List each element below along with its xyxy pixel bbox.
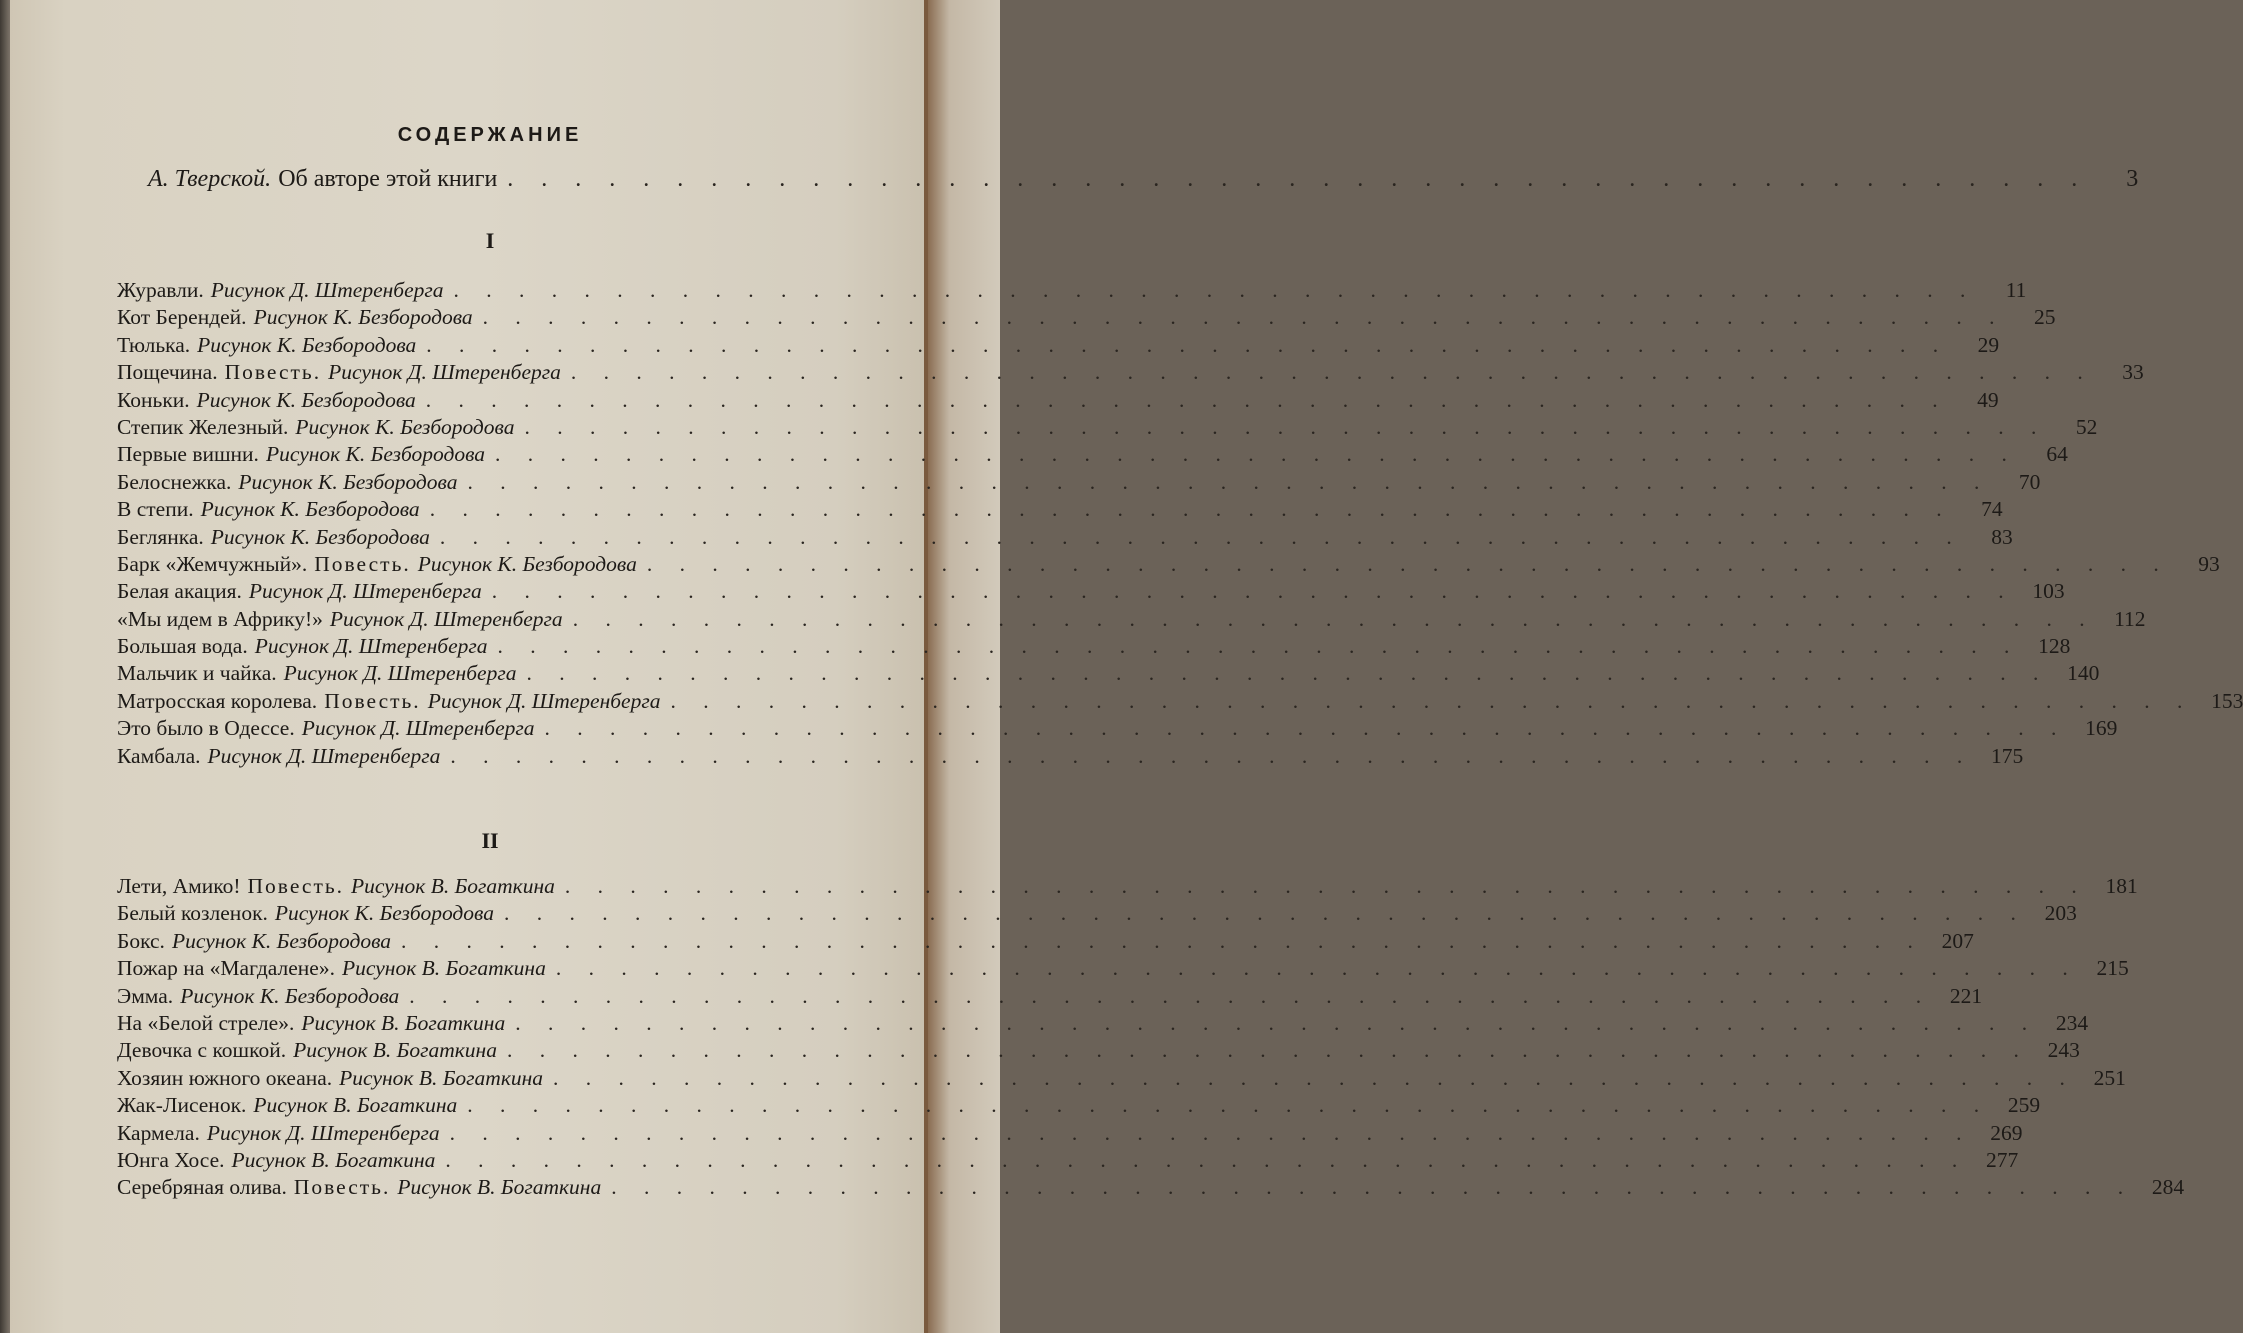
entry-illustration: Рисунок К. Безбородова — [210, 524, 430, 549]
entry-illustration: Рисунок К. Безбородова — [238, 469, 458, 494]
entry-illustration: Рисунок Д. Штеренберга — [210, 278, 444, 302]
entry-page-number: 169 — [2085, 716, 2118, 741]
entry-title: Тюлька. — [117, 332, 191, 357]
entry-illustration: Рисунок К. Безбородова — [171, 928, 392, 953]
toc-entry — [117, 551, 2220, 579]
leader-dots: . . . . . . . . . . . . . . . . . . . . . . . . . . . . . . . . . . . . . . . . . . . . . . . — [409, 983, 1933, 1008]
entry-title: Пощечина. — [117, 360, 218, 385]
toc-entry — [117, 688, 2243, 716]
toc-entry — [117, 1065, 2126, 1093]
entry-illustration: Рисунок Д. Штеренберга — [427, 688, 661, 713]
entry-page-number: 181 — [2105, 874, 2138, 898]
toc-entry — [117, 360, 2144, 387]
toc-entry — [117, 524, 2013, 552]
leader-dots: . . . . . . . . . . . . . . . . . . . . . . . . . . . . . . . . . . . . . . . . . . . . . . . — [553, 1065, 2076, 1090]
toc-entry — [117, 874, 2138, 901]
leader-dots: . . . . . . . . . . . . . . . . . . . . . . . . . . . . . . . . . . . . . . . . . . . . . . . — [449, 1120, 1973, 1145]
toc-entry — [117, 928, 1974, 956]
entry-title: «Мы идем в Африку!» — [117, 606, 323, 631]
toc-entry — [117, 743, 2024, 771]
entry-title: Хозяин южного океана. — [117, 1065, 333, 1090]
leader-dots: . . . . . . . . . . . . . . . . . . . . . . . . . . . . . . . . . . . . . . . . . . . . . . . — [450, 743, 1974, 768]
entry-title: В степи. — [117, 497, 194, 522]
leader-dots: . . . . . . . . . . . . . . . . . . . . . . . . . . . . . . . . . . . . . . . . . . . . . . . — [524, 414, 2048, 439]
toc-entry — [117, 606, 2146, 634]
toc-entry — [117, 634, 2071, 661]
entry-title: Эмма. — [117, 983, 174, 1008]
entry-page-number: 234 — [2055, 1010, 2089, 1035]
entry-title: Степик Железный. — [117, 414, 289, 439]
entry-illustration: Рисунок В. Богаткина — [293, 1038, 497, 1063]
intro-page: 3 — [2126, 166, 2139, 192]
leader-dots: . . . . . . . . . . . . . . . . . . . . . . . . . . . . . . . . . . . . . . . . . . . . . . . — [429, 497, 1953, 522]
toc-entry — [117, 1120, 2023, 1148]
leader-dots: . . . . . . . . . . . . . . . . . . . . . . . . . . . . . . . . . . . . . . . . . . . . . . . — [506, 1038, 2030, 1063]
entry-title: Серебряная олива. — [117, 1175, 287, 1200]
leader-dots: . . . . . . . . . . . . . . . . . . . . . . . . . . . . . . . . . . . . . . . . . . . . . . . — [555, 956, 2079, 981]
entry-title: Лети, Амико! — [117, 874, 241, 898]
leader-dots: . . . . . . . . . . . . . . . . . . . . . . . . . . . . . . . . . . . . . . . . . . . . . . . — [482, 305, 2006, 330]
entry-illustration: Рисунок Д. Штеренберга — [283, 661, 517, 686]
entry-illustration: Рисунок В. Богаткина — [339, 1065, 544, 1090]
leader-dots: . . . . . . . . . . . . . . . . . . . . . . . . . . . . . . . . . . . . . . . . . . . . . . . — [670, 688, 2194, 713]
leader-dots: . . . . . . . . . . . . . . . . . . . . . . . . . . . . . . . . . . . . . . . . . . . . . . . — [467, 1093, 1991, 1118]
leader-dots: . . . . . . . . . . . . . . . . . . . . . . . . . . . . . . . . . . . . . . . . . . . . . . . — [544, 716, 2068, 741]
entry-title: Кот Берендей. — [117, 305, 247, 330]
entry-illustration: Рисунок К. Безбородова — [200, 497, 420, 522]
entry-illustration: Рисунок К. Безбородова — [274, 901, 494, 926]
intro-author: А. Тверской. — [148, 166, 272, 192]
part-label: II — [481, 828, 499, 853]
entry-page-number: 207 — [1941, 928, 1974, 953]
entry-page-number: 112 — [2114, 606, 2146, 631]
entry-genre: Повесть. — [314, 551, 411, 576]
entry-title: Камбала. — [117, 743, 201, 768]
entry-page-number: 269 — [1990, 1120, 2023, 1145]
entry-page-number: 203 — [2044, 901, 2077, 926]
leader-dots: . . . . . . . . . . . . . . . . . . . . . . . . . . . . . . . . . . . . . . . . . . . . . . . — [572, 606, 2096, 631]
toc-entry — [117, 469, 2041, 497]
leader-dots: . . . . . . . . . . . . . . . . . . . . . . . . . . . . . . . . . . . . . . . . . . . . . . . — [564, 874, 2088, 898]
entry-illustration: Рисунок К. Безбородова — [196, 387, 416, 412]
toc-entry — [117, 332, 2000, 360]
leader-dots: . . . . . . . . . . . . . . . . . . . . . . . . . . . . . . . . . . . . . . . . . . . . . . . — [401, 928, 1924, 953]
entry-page-number: 103 — [2032, 579, 2065, 604]
leader-dots: . . . . . . . . . . . . . . . . . . . . . . . . . . . . . . . . . . . . . . . . . . . . . . . — [646, 551, 2170, 576]
entry-page-number: 175 — [1990, 743, 2024, 768]
leader-dots: . . . . . . . . . . . . . . . . . . . . . . . . . . . . . . . . . . . . . . . . . . . . . . . — [495, 442, 2018, 467]
entry-illustration: Рисунок К. Безбородова — [197, 332, 417, 357]
entry-title: Девочка с кошкой. — [117, 1038, 287, 1063]
part-label: I — [485, 228, 495, 253]
entry-title: Жак-Лисенок. — [117, 1093, 247, 1118]
entry-page-number: 49 — [1977, 387, 1999, 412]
entry-genre: Повесть. — [324, 688, 421, 713]
entry-title: Беглянка. — [117, 524, 204, 549]
entry-title: Коньки. — [117, 387, 190, 412]
entry-page-number: 52 — [2075, 414, 2098, 439]
leader-dots: . . . . . . . . . . . . . . . . . . . . . . . . . . . . . . . . . . . . . . . . . . . . . . . — [570, 360, 2094, 385]
entry-page-number: 243 — [2047, 1038, 2080, 1063]
leader-dots: . . . . . . . . . . . . . . . . . . . . . . . . . . . . . . . . . . . . . . . . . . . . . . . — [507, 166, 2089, 192]
toc-entry — [117, 1175, 2185, 1202]
entry-illustration: Рисунок Д. Штеренберга — [329, 606, 563, 631]
toc-entry — [117, 579, 2065, 606]
leader-dots: . . . . . . . . . . . . . . . . . . . . . . . . . . . . . . . . . . . . . . . . . . . . . . . — [445, 1147, 1969, 1172]
toc-entry — [117, 1038, 2080, 1065]
entry-page-number: 93 — [2198, 551, 2220, 576]
toc-entry — [117, 901, 2077, 928]
toc-entry — [117, 716, 2118, 743]
entry-page-number: 251 — [2093, 1065, 2126, 1090]
toc-part-2 — [117, 874, 2185, 1203]
leader-dots: . . . . . . . . . . . . . . . . . . . . . . . . . . . . . . . . . . . . . . . . . . . . . . . — [439, 524, 1963, 549]
toc-entry — [117, 1010, 2089, 1038]
entry-page-number: 11 — [2005, 278, 2027, 302]
entry-illustration: Рисунок К. Безбородова — [253, 305, 473, 330]
entry-title: Белый козленок. — [117, 901, 268, 926]
entry-illustration: Рисунок В. Богаткина — [231, 1147, 436, 1172]
entry-illustration: Рисунок Д. Штеренберга — [254, 634, 488, 659]
toc-entry — [117, 414, 2098, 442]
leader-dots: . . . . . . . . . . . . . . . . . . . . . . . . . . . . . . . . . . . . . . . . . . . . . . . — [611, 1175, 2135, 1200]
toc-entry — [117, 387, 1999, 415]
entry-title: Мальчик и чайка. — [117, 661, 277, 686]
entry-illustration: Рисунок Д. Штеренберга — [301, 716, 535, 741]
entry-title: Белоснежка. — [117, 469, 232, 494]
entry-page-number: 74 — [1981, 497, 2003, 522]
entry-illustration: Рисунок Д. Штеренберга — [206, 1120, 440, 1145]
entry-title: Барк «Жемчужный». — [117, 551, 308, 576]
entry-illustration: Рисунок К. Безбородова — [180, 983, 400, 1008]
entry-page-number: 215 — [2096, 956, 2129, 981]
toc-entry — [117, 442, 2068, 469]
toc-entry — [117, 305, 2056, 332]
toc-entry — [117, 1147, 2019, 1175]
entry-illustration: Рисунок К. Безбородова — [417, 551, 637, 576]
entry-title: Большая вода. — [117, 634, 248, 659]
leader-dots: . . . . . . . . . . . . . . . . . . . . . . . . . . . . . . . . . . . . . . . . . . . . . . . — [425, 387, 1949, 412]
toc-part-1 — [117, 278, 2243, 771]
entry-genre: Повесть. — [293, 1175, 391, 1200]
entry-genre: Повесть. — [224, 360, 322, 385]
entry-title: Кармела. — [117, 1120, 200, 1145]
entry-page-number: 33 — [2122, 360, 2144, 385]
entry-page-number: 221 — [1949, 983, 1983, 1008]
leader-dots: . . . . . . . . . . . . . . . . . . . . . . . . . . . . . . . . . . . . . . . . . . . . . . . — [497, 634, 2021, 659]
entry-illustration: Рисунок В. Богаткина — [341, 956, 546, 981]
leader-dots: . . . . . . . . . . . . . . . . . . . . . . . . . . . . . . . . . . . . . . . . . . . . . . . — [426, 332, 1950, 357]
entry-page-number: 29 — [1977, 332, 2000, 357]
entry-illustration: Рисунок В. Богаткина — [253, 1093, 458, 1118]
leader-dots: . . . . . . . . . . . . . . . . . . . . . . . . . . . . . . . . . . . . . . . . . . . . . . . — [503, 901, 2027, 926]
entry-page-number: 140 — [2067, 661, 2100, 686]
entry-title: Матросская королева. — [117, 688, 318, 713]
entry-page-number: 70 — [2018, 469, 2041, 494]
entry-illustration: Рисунок Д. Штеренберга — [207, 743, 441, 768]
entry-illustration: Рисунок К. Безбородова — [265, 442, 486, 467]
entry-illustration: Рисунок Д. Штеренберга — [248, 579, 482, 604]
entry-illustration: Рисунок К. Безбородова — [295, 414, 515, 439]
entry-genre: Повесть. — [247, 874, 345, 898]
entry-title: Журавли. — [117, 278, 204, 302]
toc-entry — [117, 956, 2129, 983]
entry-page-number: 83 — [1991, 524, 2013, 549]
entry-page-number: 25 — [2034, 305, 2056, 330]
toc-entry — [117, 497, 2003, 524]
toc-entry — [117, 983, 1983, 1011]
entry-title: Это было в Одессе. — [117, 716, 295, 741]
intro-title: Об авторе этой книги — [278, 166, 498, 192]
entry-illustration: Рисунок Д. Штеренберга — [328, 360, 561, 385]
entry-page-number: 64 — [2046, 442, 2068, 467]
entry-page-number: 128 — [2038, 634, 2071, 659]
leader-dots: . . . . . . . . . . . . . . . . . . . . . . . . . . . . . . . . . . . . . . . . . . . . . . . — [515, 1010, 2039, 1035]
entry-page-number: 153 — [2211, 688, 2243, 713]
entry-title: Пожар на «Магдалене». — [117, 956, 335, 981]
entry-title: Юнга Хосе. — [117, 1147, 225, 1172]
entry-page-number: 259 — [2007, 1093, 2041, 1118]
leader-dots: . . . . . . . . . . . . . . . . . . . . . . . . . . . . . . . . . . . . . . . . . . . . . . . — [526, 661, 2050, 686]
entry-page-number: 284 — [2151, 1175, 2185, 1200]
entry-title: Бокс. — [117, 928, 165, 953]
leader-dots: . . . . . . . . . . . . . . . . . . . . . . . . . . . . . . . . . . . . . . . . . . . . . . . — [467, 469, 1991, 494]
toc-entry — [117, 1093, 2041, 1120]
entry-illustration: Рисунок В. Богаткина — [301, 1010, 506, 1035]
leader-dots: . . . . . . . . . . . . . . . . . . . . . . . . . . . . . . . . . . . . . . . . . . . . . . . — [491, 579, 2015, 604]
toc-entry — [117, 661, 2100, 688]
leader-dots: . . . . . . . . . . . . . . . . . . . . . . . . . . . . . . . . . . . . . . . . . . . . . . . — [453, 278, 1977, 302]
toc-entry — [117, 278, 2027, 305]
toc-intro-entry — [148, 166, 2139, 196]
entry-illustration: Рисунок В. Богаткина — [351, 874, 555, 898]
entry-title: Первые вишни. — [117, 442, 259, 467]
entry-illustration: Рисунок В. Богаткина — [397, 1175, 602, 1200]
entry-title: Белая акация. — [117, 579, 242, 604]
toc-heading: СОДЕРЖАНИЕ — [397, 124, 583, 146]
entry-page-number: 277 — [1986, 1147, 2019, 1172]
entry-title: На «Белой стреле». — [117, 1010, 295, 1035]
